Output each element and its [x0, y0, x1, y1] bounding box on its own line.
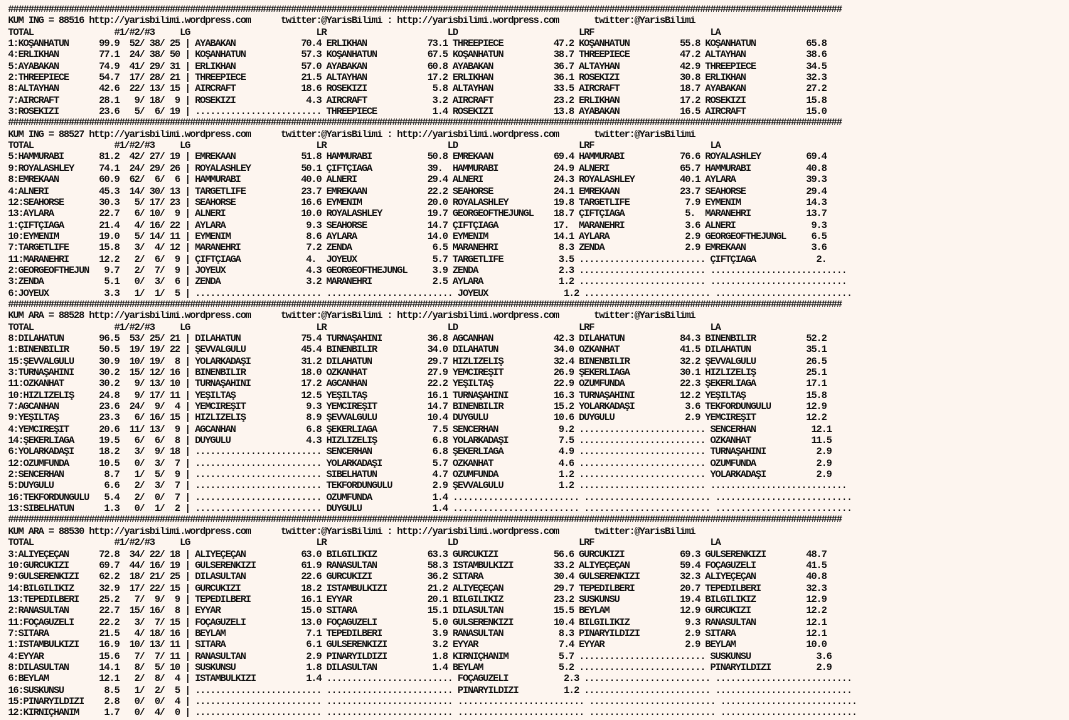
sheet-line: 6:BEYLAM 12.1 2/ 8/ 4 | İSTAMBULKIZI 1.4 ......................... FOÇAGÜZELİ 2.3 ......................... ........................... [8, 674, 852, 686]
race-header-line: KUM ARA = 88530 http://yarisbilimi.wordpress.com twitter:@YarisBilimi : http://yarisbilimi.wordpress.com twitter:@YarisBilimi [8, 526, 695, 538]
sheet-line: 11:MARANEHRİ 12.2 2/ 6/ 9 | ÇİFTÇİAĞA 4. JOYEUX 5.7 TARGETLIFE 3.5 ......................... ÇİFTÇİAĞA 2. [8, 254, 827, 266]
sheet-line: 12:SEAHORSE 30.3 5/ 17/ 23 | SEAHORSE 16.6 EYMENİM 20.0 ROYALASHLEY 19.8 TARGETLIFE 7.9 EYMENİM 14.3 [8, 197, 827, 209]
sheet-line: 1:BİNENBİLİR 50.5 19/ 19/ 22 | ŞEVVALGÜLÜ 45.4 BİNENBİLİR 34.0 DİLAHATUN 34.0 ÖZKANHAT 41.5 DİLAHATUN 35.1 [8, 345, 827, 357]
race-header-line: KUM ARA = 88528 http://yarisbilimi.wordpress.com twitter:@YarisBilimi : http://yarisbilimi.wordpress.com twitter:@YarisBilimi [8, 311, 695, 323]
sheet-line: 4:YEMCİREŞİT 20.6 11/ 13/ 9 | AĞCANHAN 6.8 ŞEKERLİAĞA 7.5 SENCERHAN 9.2 ......................... SENCERHAN 12.1 [8, 424, 832, 436]
sheet-line: 13:SİBELHATUN 1.3 0/ 1/ 2 | ......................... DUYGULU 1.4 ......................... ......................... ........................... [8, 504, 852, 516]
sheet-line: 9:GÜLSERENKIZI 62.2 18/ 21/ 25 | DİLASULTAN 22.6 GÜRCÜKIZI 36.2 SİTARA 30.4 GÜLSERENKIZI 32.3 ALİYEÇEÇAN 40.8 [8, 572, 827, 584]
sheet-line: 14:BİLGİLİKIZ 32.9 17/ 22/ 15 | GÜRCÜKIZI 18.2 İSTAMBULKIZI 21.2 ALİYEÇEÇAN 29.7 TEPEDİLBERİ 20.7 TEPEDİLBERİ 32.3 [8, 583, 827, 595]
sheet-line: 1:ÇİFTÇİAĞA 21.4 4/ 16/ 22 | AYLARA 9.3 SEAHORSE 14.7 ÇİFTÇİAĞA 17. MARANEHRİ 3.6 ALNERİ 9.3 [8, 220, 827, 232]
separator-line: ##################################################################################################################################################################### [8, 118, 842, 130]
sheet-line: 13:AYLARA 22.7 6/ 10/ 9 | ALNERİ 10.0 ROYALASHLEY 19.7 GEORGEOFTHEJUNGL 18.7 ÇİFTÇİAĞA 5. MARANEHRİ 13.7 [8, 209, 827, 221]
separator-line: ##################################################################################################################################################################### [8, 299, 842, 311]
sheet-line: 2:THREEPIECE 54.7 17/ 28/ 21 | THREEPIECE 21.5 ALTAYHAN 17.2 ERLİKHAN 36.1 ROSEKIZI 30.8 ERLİKHAN 32.3 [8, 73, 827, 85]
sheet-line: 16:TEKFORDUNGÜLÜ 5.4 2/ 0/ 7 | ......................... ÖZÜMFUNDA 1.4 ......................... ......................... ........................... [8, 492, 852, 504]
sheet-line: 9:YEŞİLTAŞ 23.3 6/ 16/ 15 | HIZLIZELİŞ 8.9 ŞEVVALGÜLÜ 10.4 DUYGULU 10.6 DUYGULU 2.9 YEMCİREŞİT 12.2 [8, 413, 827, 425]
sheet-line: 15:ŞEVVALGÜLÜ 30.9 10/ 19/ 8 | YOLARKADAŞI 31.2 DİLAHATUN 29.7 HIZLIZELİŞ 32.4 BİNENBİLİR 32.2 ŞEVVALGÜLÜ 26.5 [8, 356, 827, 368]
sheet-line: 3:TURNAŞAHİNİ 30.2 15/ 12/ 16 | BİNENBİLİR 18.0 ÖZKANHAT 27.9 YEMCİREŞİT 26.9 ŞEKERLİAĞA 30.1 HIZLIZELİŞ 25.1 [8, 368, 827, 379]
sheet-line: 4:ALNERİ 45.3 14/ 30/ 13 | TARGETLIFE 23.7 EMREKAAN 22.2 SEAHORSE 24.1 EMREKAAN 23.7 SEAHORSE 29.4 [8, 186, 827, 198]
sheet-line: 5:DUYGULU 6.6 2/ 3/ 7 | ......................... TEKFORDUNGÜLÜ 2.9 ŞEVVALGÜLÜ 1.2 ......................... ........................... [8, 481, 847, 493]
column-header-line: TOTAL #1/#2/#3 LG LR LD LRF LA [8, 141, 721, 153]
sheet-line: 7:SİTARA 21.5 4/ 18/ 16 | BEYLAM 7.1 TEPEDİLBERİ 3.9 RANASULTAN 8.3 PINARYILDIZI 2.9 SİTARA 12.1 [8, 628, 827, 640]
sheet-line: 8:ALTAYHAN 42.6 22/ 13/ 15 | AIRCRAFT 18.6 ROSEKIZI 5.8 ALTAYHAN 33.5 AIRCRAFT 18.7 AYABAKAN 27.2 [8, 84, 827, 96]
race-header-line: KUM ING = 88527 http://yarisbilimi.wordpress.com twitter:@YarisBilimi : http://yarisbilimi.wordpress.com twitter:@YarisBilimi [8, 129, 695, 141]
sheet-line: 1:KOŞANHATUN 99.9 52/ 38/ 25 | AYABAKAN 70.4 ERLİKHAN 73.1 THREEPIECE 47.2 KOŞANHATUN 55.8 KOŞANHATUN 65.8 [8, 39, 827, 51]
sheet-line: 16:SUSKUNSU 8.5 1/ 2/ 5 | ......................... ......................... PINARYILDIZI 1.2 ......................... ........................... [8, 685, 852, 697]
sheet-line: 11:FOÇAGÜZELİ 22.2 3/ 7/ 15 | FOÇAGÜZELİ 13.0 FOÇAGÜZELİ 5.0 GÜLSERENKIZI 10.4 BİLGİLİKIZ 9.3 RANASULTAN 12.1 [8, 617, 827, 629]
sheet-line: 10:GÜRCÜKIZI 69.7 44/ 16/ 19 | GÜLSERENKIZI 61.9 RANASULTAN 58.3 İSTAMBULKIZI 33.2 ALİYEÇEÇAN 59.4 FOÇAGÜZELİ 41.5 [8, 560, 827, 572]
sheet-line: 4:ERLİKHAN 77.1 24/ 38/ 50 | KOŞANHATUN 57.3 KOŞANHATUN 67.5 KOŞANHATUN 38.7 THREEPIECE 47.2 ALTAYHAN 38.6 [8, 50, 827, 62]
sheet-line: 10:EYMENİM 19.0 5/ 14/ 11 | EYMENİM 8.6 AYLARA 14.0 EYMENİM 14.1 AYLARA 2.9 GEORGEOFTHEJUNGL 6.5 [8, 231, 827, 243]
sheet-line: 11:ÖZKANHAT 30.2 9/ 13/ 10 | TURNAŞAHİNİ 17.2 AĞCANHAN 22.2 YEŞİLTAŞ 22.9 ÖZÜMFUNDA 22.3 ŞEKERLİAĞA 17.1 [8, 379, 827, 391]
sheet-line: 3:ROSEKIZI 23.6 5/ 6/ 19 | ......................... THREEPIECE 1.4 ROSEKIZI 13.8 AYABAKAN 16.5 AIRCRAFT 15.0 [8, 107, 827, 119]
sheet-line: 3:ALİYEÇEÇAN 72.8 34/ 22/ 18 | ALİYEÇEÇAN 63.0 BİLGİLİKIZ 63.3 GÜRCÜKIZI 56.6 GÜRCÜKIZI 69.3 GÜLSERENKIZI 48.7 [8, 549, 827, 561]
sheet-line: 12:KIRNIÇHANIM 1.7 0/ 4/ 0 | ......................... ......................... ......................... ......................... ........................... [8, 708, 857, 720]
sheet-line: 3:ZENDA 5.1 0/ 3/ 6 | ZENDA 3.2 MARANEHRİ 2.5 AYLARA 1.2 ......................... ........................... [8, 277, 847, 289]
sheet-line: 6:YOLARKADAŞI 18.2 3/ 9/ 18 | ......................... SENCERHAN 6.8 ŞEKERLİAĞA 4.9 ......................... TURNAŞAHİNİ 2.9 [8, 447, 832, 459]
separator-line: ##################################################################################################################################################################### [8, 515, 842, 527]
sheet-line: 4:EYYAR 15.6 7/ 7/ 11 | RANASULTAN 2.9 PINARYILDIZI 1.8 KIRNIÇHANIM 5.7 ......................... SUSKUNSU 3.6 [8, 651, 832, 663]
sheet-line: 2:RANASULTAN 22.7 15/ 16/ 8 | EYYAR 15.0 SİTARA 15.1 DİLASULTAN 15.5 BEYLAM 12.9 GÜRCÜKIZI 12.2 [8, 606, 827, 618]
sheet-line: 12:ÖZÜMFUNDA 10.5 0/ 3/ 7 | ......................... YOLARKADAŞI 5.7 ÖZKANHAT 4.6 ......................... ÖZÜMFUNDA 2.9 [8, 458, 832, 470]
sheet-line: 13:TEPEDİLBERİ 25.2 7/ 9/ 9 | TEPEDİLBERİ 16.1 EYYAR 20.1 BİLGİLİKIZ 23.2 SUSKUNSU 19.4 BİLGİLİKIZ 12.9 [8, 594, 827, 606]
column-header-line: TOTAL #1/#2/#3 LG LR LD LRF LA [8, 27, 721, 39]
sheet-line: 1:İSTAMBULKIZI 16.9 10/ 13/ 11 | SİTARA 6.1 GÜLSERENKIZI 3.2 EYYAR 7.4 EYYAR 2.9 BEYLAM 10.0 [8, 640, 827, 652]
sheet-line: 8:DİLASULTAN 14.1 8/ 5/ 10 | SUSKUNSU 1.8 DİLASULTAN 1.4 BEYLAM 5.2 ......................... PINARYILDIZI 2.9 [8, 662, 832, 674]
sheet-line: 14:ŞEKERLİAĞA 19.5 6/ 6/ 8 | DUYGULU 4.3 HIZLIZELİŞ 6.8 YOLARKADAŞI 7.5 ......................... ÖZKANHAT 11.5 [8, 436, 832, 448]
sheet-line: 6:JOYEUX 3.3 1/ 1/ 5 | ......................... ......................... JOYEUX 1.2 ......................... ........................... [8, 288, 852, 300]
race-header-line: KUM ING = 88516 http://yarisbilimi.wordpress.com twitter:@YarisBilimi : http://yarisbilimi.wordpress.com twitter:@YarisBilimi [8, 16, 695, 28]
sheet-line: 5:AYABAKAN 74.9 41/ 29/ 31 | ERLİKHAN 57.0 AYABAKAN 60.8 AYABAKAN 36.7 ALTAYHAN 42.9 THREEPIECE 34.5 [8, 61, 827, 73]
sheet-line: 15:PINARYILDIZI 2.8 0/ 0/ 4 | ......................... ......................... ......................... ......................... ........................... [8, 696, 857, 708]
sheet-line: 7:AIRCRAFT 28.1 9/ 18/ 9 | ROSEKIZI 4.3 AIRCRAFT 3.2 AIRCRAFT 23.2 ERLİKHAN 17.2 ROSEKIZI 15.8 [8, 95, 827, 107]
sheet-line: 9:ROYALASHLEY 74.1 24/ 29/ 26 | ROYALASHLEY 50.1 ÇİFTÇİAĞA 39. HAMMURABİ 24.9 ALNERİ 65.7 HAMMURABİ 40.8 [8, 163, 827, 175]
column-header-line: TOTAL #1/#2/#3 LG LR LD LRF LA [8, 322, 721, 334]
sheet-line: 7:TARGETLIFE 15.8 3/ 4/ 12 | MARANEHRİ 7.2 ZENDA 6.5 MARANEHRİ 8.3 ZENDA 2.9 EMREKAAN 3.6 [8, 243, 827, 255]
sheet-line: 8:EMREKAAN 60.9 62/ 6/ 6 | HAMMURABİ 40.0 ALNERİ 29.4 ALNERİ 24.3 ROYALASHLEY 40.1 AYLARA 39.3 [8, 175, 827, 187]
sheet-line: 7:AĞCANHAN 23.6 24/ 9/ 4 | YEMCİREŞİT 9.3 YEMCİREŞİT 14.7 BİNENBİLİR 15.2 YOLARKADAŞI 3.6 TEKFORDUNGÜLÜ 12.9 [8, 402, 827, 414]
sheet-line: 10:HIZLIZELİŞ 24.8 9/ 17/ 11 | YEŞİLTAŞ 12.5 YEŞİLTAŞ 16.1 TURNAŞAHİNİ 16.3 TURNAŞAHİNİ 12.2 YEŞİLTAŞ 15.8 [8, 390, 827, 402]
race-stats-sheet [8, 5, 857, 720]
column-header-line: TOTAL #1/#2/#3 LG LR LD LRF LA [8, 538, 721, 550]
sheet-line: 2:SENCERHAN 8.7 1/ 5/ 9 | ......................... SİBELHATUN 4.7 ÖZÜMFUNDA 1.2 ......................... YOLARKADAŞI 2.9 [8, 470, 832, 482]
sheet-line: 8:DİLAHATUN 96.5 53/ 25/ 21 | DİLAHATUN 75.4 TURNAŞAHİNİ 36.8 AĞCANHAN 42.3 DİLAHATUN 84.3 BİNENBİLİR 52.2 [8, 333, 827, 345]
sheet-line: 2:GEORGEOFTHEJUN 9.7 2/ 7/ 9 | JOYEUX 4.3 GEORGEOFTHEJUNGL 3.9 ZENDA 2.3 ......................... ........................... [8, 265, 847, 277]
sheet-line: 5:HAMMURABİ 81.2 42/ 27/ 19 | EMREKAAN 51.8 HAMMURABİ 50.8 EMREKAAN 69.4 HAMMURABİ 76.6 ROYALASHLEY 69.4 [8, 152, 827, 164]
sheet-line: ##################################################################################################################################################################### [8, 5, 842, 16]
